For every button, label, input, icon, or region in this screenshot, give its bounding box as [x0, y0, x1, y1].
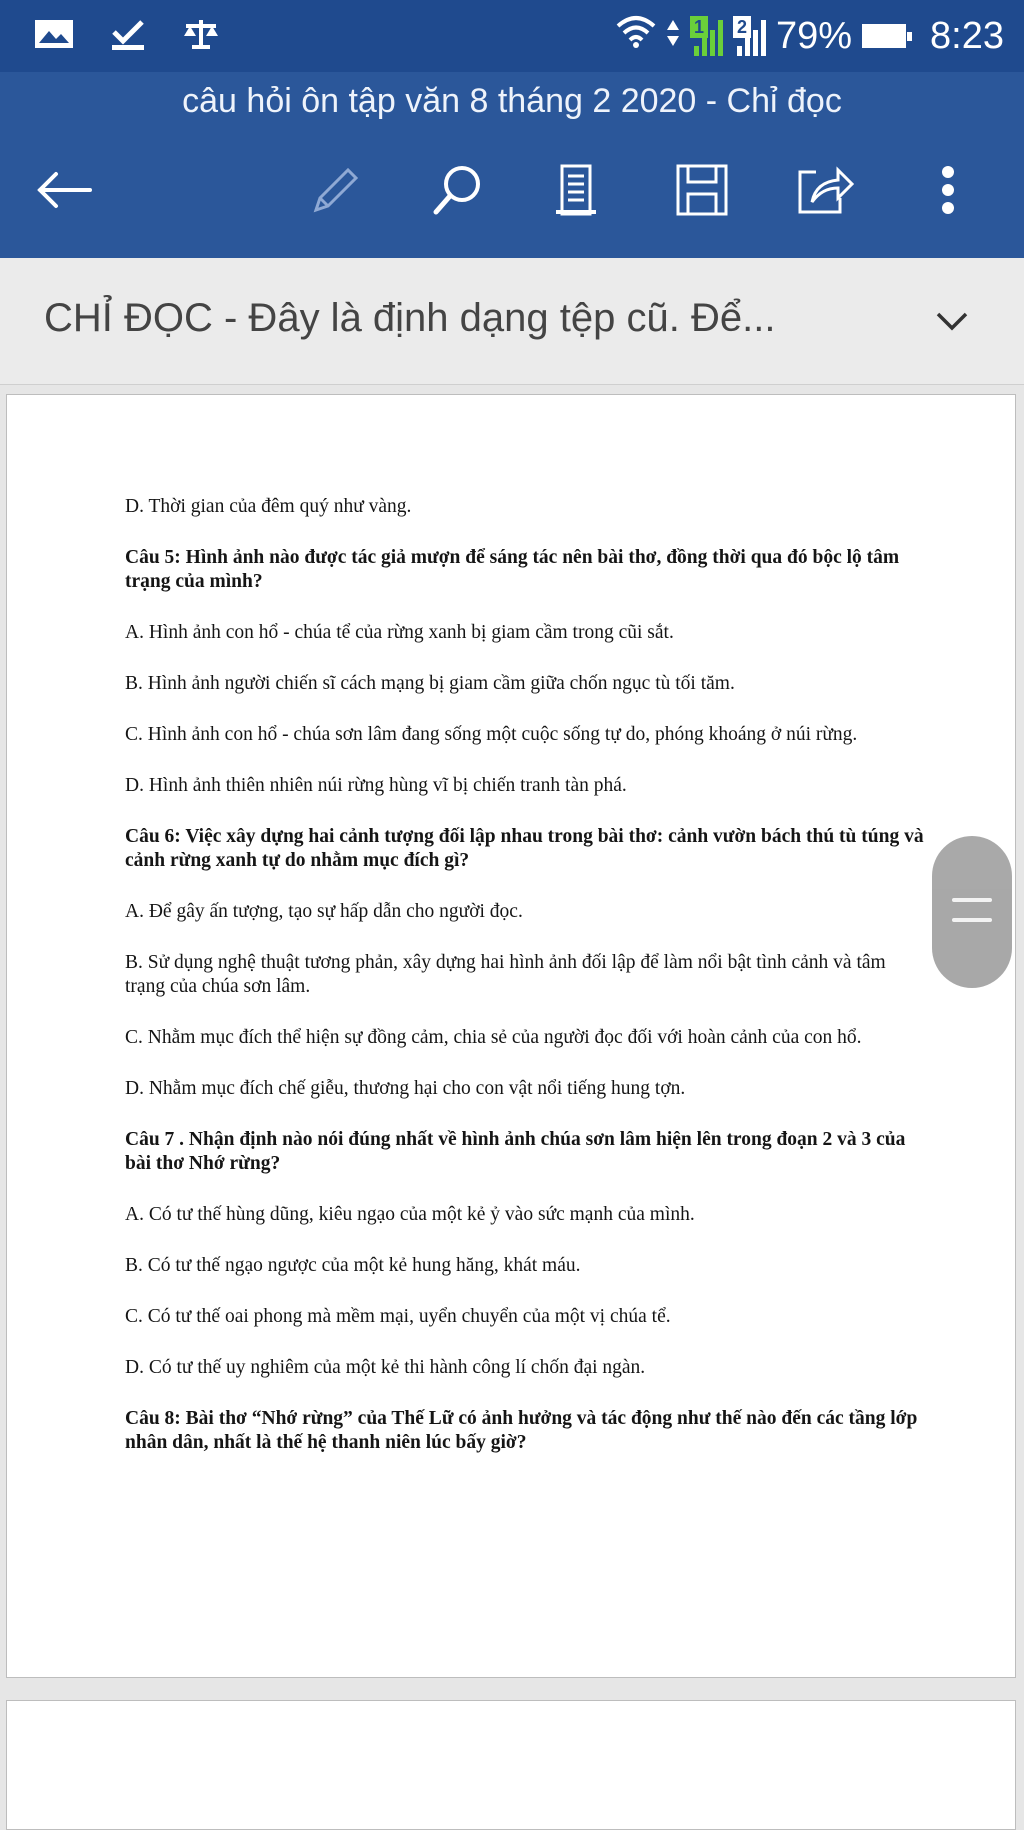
question-text: Câu 6: Việc xây dựng hai cảnh tượng đối lập nhau trong bài thơ: cảnh vườn bách thú tù túng và cảnh rừng xanh tự do nhằm mục đích gì?: [125, 826, 924, 871]
question-text: Câu 7 . Nhận định nào nói đúng nhất về hình ảnh chúa sơn lâm hiện lên trong đoạn 2 và 3 của bài thơ Nhớ rừng?: [125, 1129, 906, 1174]
save-button[interactable]: [670, 158, 734, 222]
sim2-label: 2: [733, 16, 751, 38]
wifi-icon: [616, 14, 656, 58]
reading-view-icon: [556, 162, 596, 218]
document-body: [125, 495, 925, 1482]
search-button[interactable]: [426, 158, 490, 222]
next-document-page: [6, 1700, 1016, 1830]
answer-option: D. Có tư thế uy nghiêm của một kẻ thi hành công lí chốn đại ngàn.: [125, 1357, 646, 1378]
more-vert-icon: [938, 162, 958, 218]
answer-option: D. Hình ảnh thiên nhiên núi rừng hùng vĩ bị chiến tranh tàn phá.: [125, 775, 627, 796]
signal-icon: [690, 16, 723, 56]
image-icon: [34, 19, 74, 54]
document-page: [6, 394, 1016, 1678]
edit-button[interactable]: [304, 158, 368, 222]
more-options-button[interactable]: [916, 158, 980, 222]
data-arrows-icon: [666, 15, 680, 58]
signal-icon: [733, 16, 766, 56]
answer-option: C. Có tư thế oai phong mà mềm mại, uyển chuyển của một vị chúa tể.: [125, 1306, 671, 1327]
reading-view-button[interactable]: [544, 158, 608, 222]
check-download-icon: [110, 18, 146, 55]
answer-option: C. Hình ảnh con hổ - chúa sơn lâm đang sống một cuộc sống tự do, phóng khoáng ở núi rừng.: [125, 724, 858, 745]
read-only-message: CHỈ ĐỌC - Đây là định dạng tệp cũ. Để...: [44, 296, 776, 340]
toolbar: [0, 158, 1024, 238]
sim1-label: 1: [690, 16, 708, 38]
answer-option: A. Để gây ấn tượng, tạo sự hấp dẫn cho người đọc.: [125, 901, 523, 922]
answer-option: B. Sử dụng nghệ thuật tương phản, xây dựng hai hình ảnh đối lập để làm nổi bật tình cảnh và tâm trạng của chúa sơn lâm.: [125, 952, 886, 997]
read-only-banner[interactable]: [0, 258, 1024, 385]
pencil-icon: [308, 162, 364, 218]
answer-option: C. Nhằm mục đích thể hiện sự đồng cảm, chia sẻ của người đọc đối với hoàn cảnh của con hổ.: [125, 1027, 862, 1048]
share-button[interactable]: [792, 158, 856, 222]
status-bar: [0, 0, 1024, 72]
save-icon: [674, 162, 730, 218]
battery-percent: 79%: [775, 14, 853, 57]
chevron-down-icon[interactable]: [932, 302, 972, 342]
document-title: câu hỏi ôn tập văn 8 tháng 2 2020 - Chỉ đọc: [182, 82, 842, 120]
answer-option: D. Thời gian của đêm quý như vàng.: [125, 496, 412, 517]
back-button[interactable]: [32, 158, 96, 222]
clock: 8:23: [930, 14, 1004, 57]
answer-option: B. Hình ảnh người chiến sĩ cách mạng bị giam cầm giữa chốn ngục tù tối tăm.: [125, 673, 735, 694]
share-icon: [794, 162, 854, 218]
app-bar: [0, 72, 1024, 258]
answer-option: A. Có tư thế hùng dũng, kiêu ngạo của một kẻ ỷ vào sức mạnh của mình.: [125, 1204, 695, 1225]
search-icon: [430, 162, 486, 218]
back-arrow-icon: [36, 170, 92, 210]
scroll-handle[interactable]: [932, 836, 1012, 988]
question-text: Câu 8: Bài thơ “Nhớ rừng” của Thế Lữ có ảnh hưởng và tác động như thế nào đến các tầng lớp nhân dân, nhất là thế hệ thanh niên lúc bấy giờ?: [125, 1408, 918, 1453]
answer-option: A. Hình ảnh con hổ - chúa tể của rừng xanh bị giam cầm trong cũi sắt.: [125, 622, 674, 643]
answer-option: D. Nhằm mục đích chế giễu, thương hại cho con vật nổi tiếng hung tợn.: [125, 1078, 686, 1099]
question-text: Câu 5: Hình ảnh nào được tác giả mượn để sáng tác nên bài thơ, đồng thời qua đó bộc lộ tâm trạng của mình?: [125, 547, 900, 592]
battery-icon: [862, 24, 906, 48]
scale-icon: [182, 18, 220, 55]
answer-option: B. Có tư thế ngạo ngược của một kẻ hung hăng, khát máu.: [125, 1255, 581, 1276]
